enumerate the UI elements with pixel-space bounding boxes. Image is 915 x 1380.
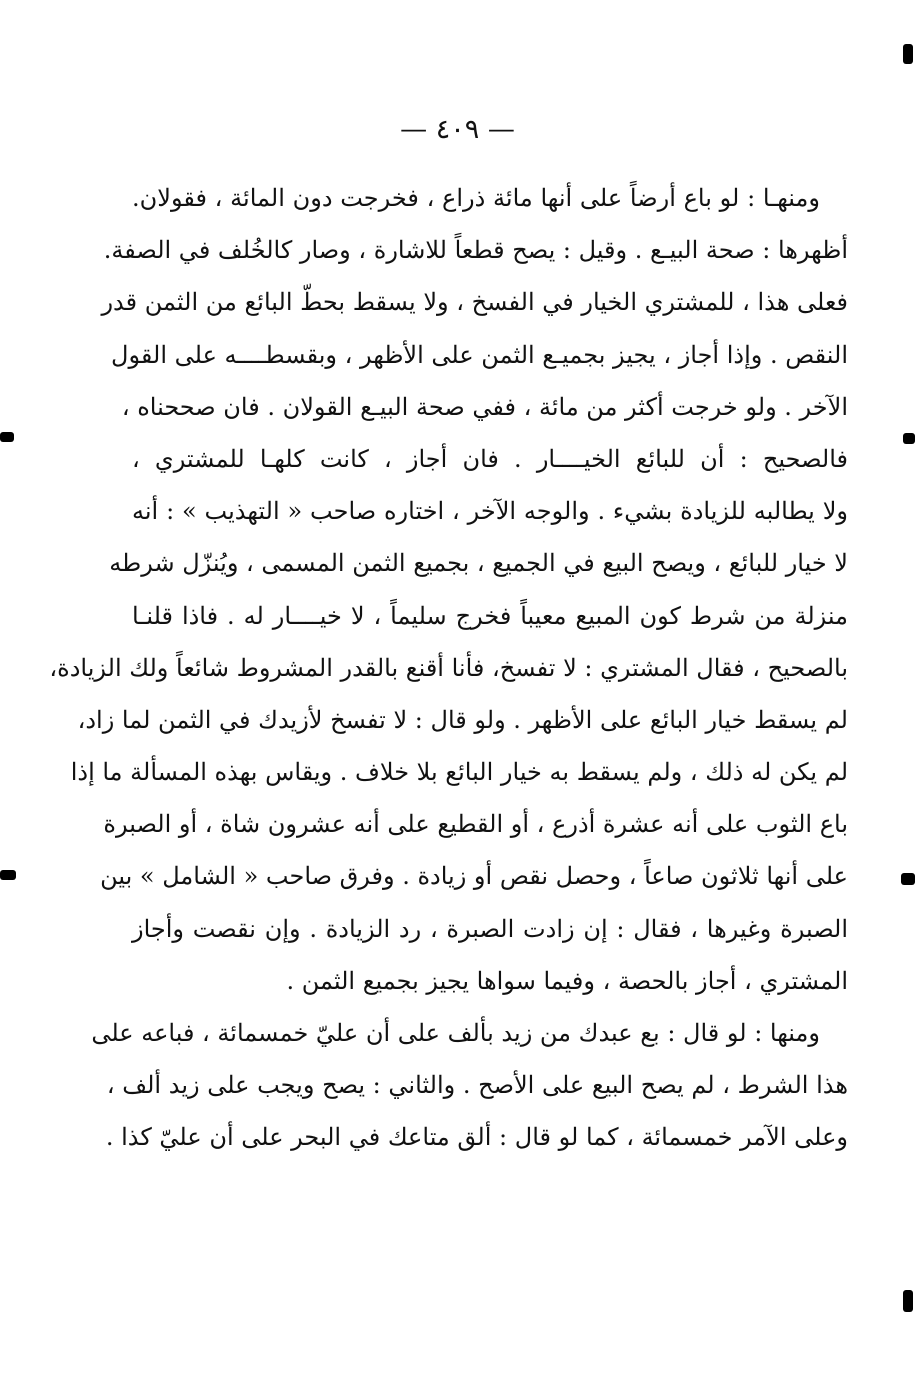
text-line: الآخر . ولو خرجت أكثر من مائة ، ففي صحة البيـع القولان . فان صححناه ، bbox=[121, 392, 848, 421]
text-line: على أنها ثلاثون صاعاً ، وحصل نقص أو زيادة . وفرق صاحب « الشامل » بين bbox=[100, 862, 848, 891]
text-line: ومنها : لو قال : بع عبدك من زيد بألف على أن عليّ خمسمائة ، فباعه على bbox=[91, 1019, 820, 1047]
text-line: لا خيار للبائع ، ويصح البيع في الجميع ، بجميع الثمن المسمى ، ويُنزّل شرطه bbox=[109, 549, 848, 578]
text-line: ولا يطالبه للزيادة بشيء . والوجه الآخر ، اختاره صاحب « التهذيب » : أنه bbox=[132, 497, 848, 526]
text-line: النقص . وإذا أجاز ، يجيز بجميـع الثمن على الأظهر ، وبقسطــــه على القول bbox=[111, 340, 848, 369]
text-line: أظهرها : صحة البيـع . وقيل : يصح قطعاً للاشارة ، وصار كالخُلف في الصفة. bbox=[103, 236, 848, 265]
margin-ink-mark bbox=[903, 44, 913, 64]
margin-ink-mark bbox=[0, 432, 14, 442]
text-line: منزلة من شرط كون المبيع معيباً فخرج سليماً ، لا خيــــار له . فاذا قلنـا bbox=[132, 601, 848, 630]
text-line: بالصحيح ، فقال المشتري : لا تفسخ، فأنا أقنع بالقدر المشروط شائعاً ولك الزيادة، bbox=[49, 653, 848, 682]
text-line: فعلى هذا ، للمشتري الخيار في الفسخ ، ولا يسقط بحطّ البائع من الثمن قدر bbox=[101, 288, 848, 317]
body-text bbox=[49, 172, 848, 1164]
page-number: — ٤٠٩ — bbox=[400, 114, 515, 145]
text-line: الصبرة وغيرها ، فقال : إن زادت الصبرة ، رد الزيادة . وإن نقصت وأجاز bbox=[132, 914, 848, 943]
margin-ink-mark bbox=[0, 870, 16, 880]
text-line: المشتري ، أجاز بالحصة ، وفيما سواها يجيز بجميع الثمن . bbox=[286, 966, 848, 995]
text-line: لم يسقط خيار البائع على الأظهر . ولو قال : لا تفسخ لأزيدك في الثمن لما زاد، bbox=[77, 705, 848, 734]
text-line: وعلى الآمر خمسمائة ، كما لو قال : ألق متاعك في البحر على أن عليّ كذا . bbox=[105, 1123, 848, 1152]
text-line: فالصحيح : أن للبائع الخيــــار . فان أجاز ، كانت كلهـا للمشتري ، bbox=[132, 444, 848, 473]
margin-ink-mark bbox=[903, 1290, 913, 1312]
text-line: ومنهـا : لو باع أرضاً على أنها مائة ذراع ، فخرجت دون المائة ، فقولان. bbox=[132, 184, 820, 212]
margin-ink-mark bbox=[901, 873, 915, 885]
text-line: هذا الشرط ، لم يصح البيع على الأصح . والثاني : يصح ويجب على زيد ألف ، bbox=[106, 1071, 848, 1100]
text-line: لم يكن له ذلك ، ولم يسقط به خيار البائع بلا خلاف . ويقاس بهذه المسألة ما إذا bbox=[70, 758, 848, 787]
margin-ink-mark bbox=[903, 433, 915, 444]
text-line: باع الثوب على أنه عشرة أذرع ، أو القطيع على أنه عشرون شاة ، أو الصبرة bbox=[103, 810, 848, 839]
